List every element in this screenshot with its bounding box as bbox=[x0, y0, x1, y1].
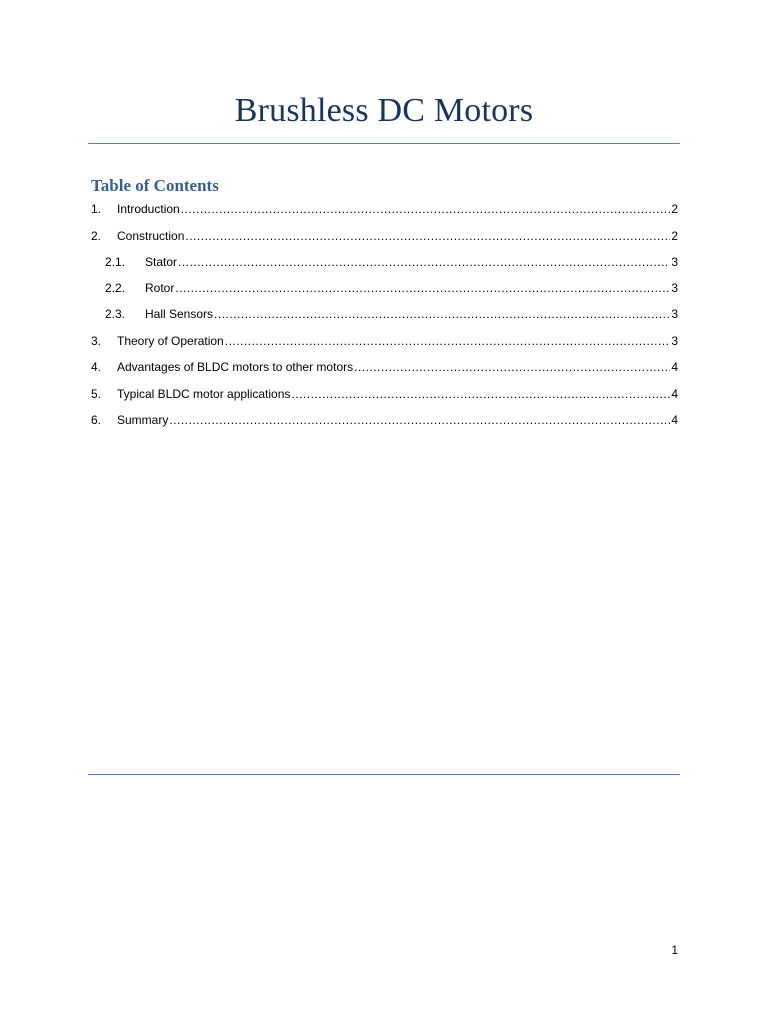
toc-entry-page: 3 bbox=[671, 255, 678, 269]
toc-entry-number: 2.2. bbox=[105, 281, 126, 295]
toc-entry-page: 4 bbox=[671, 413, 678, 427]
toc-leader-dots bbox=[178, 254, 670, 270]
toc-entry-label: Theory of Operation bbox=[117, 334, 224, 348]
toc-entry-label: Summary bbox=[117, 413, 169, 427]
page-number: 1 bbox=[671, 943, 678, 957]
toc-entry-page: 3 bbox=[671, 334, 678, 348]
toc-entry-number: 4. bbox=[91, 360, 102, 374]
toc-leader-dots bbox=[291, 386, 670, 402]
toc-leader-dots bbox=[169, 412, 670, 428]
toc-entry-page: 2 bbox=[671, 202, 678, 216]
toc-entry-construction[interactable] bbox=[91, 228, 678, 244]
toc-entry-page: 4 bbox=[671, 360, 678, 374]
toc-leader-dots bbox=[185, 228, 670, 244]
toc-entry-number: 5. bbox=[91, 387, 102, 401]
toc-entry-label: Rotor bbox=[145, 281, 175, 295]
toc-entry-label: Construction bbox=[117, 229, 185, 243]
toc-entry-advantages[interactable] bbox=[91, 359, 678, 375]
toc-leader-dots bbox=[354, 359, 670, 375]
toc-entry-label: Stator bbox=[145, 255, 178, 269]
toc-entry-number: 1. bbox=[91, 202, 102, 216]
toc-leader-dots bbox=[225, 333, 671, 349]
toc-heading: Table of Contents bbox=[91, 176, 219, 195]
toc-entry-number: 3. bbox=[91, 334, 102, 348]
toc-entry-hall-sensors[interactable] bbox=[105, 306, 678, 322]
toc-leader-dots bbox=[214, 306, 670, 322]
toc-entry-label: Typical BLDC motor applications bbox=[117, 387, 291, 401]
toc-entry-label: Hall Sensors bbox=[145, 307, 214, 321]
section-divider bbox=[88, 774, 680, 775]
toc-entry-page: 2 bbox=[671, 229, 678, 243]
toc-entry-summary[interactable] bbox=[91, 412, 678, 428]
toc-entry-number: 6. bbox=[91, 413, 102, 427]
toc-entry-page: 4 bbox=[671, 387, 678, 401]
toc-entry-page: 3 bbox=[671, 281, 678, 295]
toc-entry-theory-of-operation[interactable] bbox=[91, 333, 678, 349]
document-title: Brushless DC Motors bbox=[234, 92, 534, 129]
toc-leader-dots bbox=[181, 201, 671, 217]
toc-entry-introduction[interactable] bbox=[91, 201, 678, 217]
title-underline bbox=[88, 143, 680, 144]
toc-entry-number: 2. bbox=[91, 229, 102, 243]
toc-entry-label: Advantages of BLDC motors to other motors bbox=[117, 360, 354, 374]
toc-entry-number: 2.1. bbox=[105, 255, 126, 269]
toc-entry-stator[interactable] bbox=[105, 254, 678, 270]
toc-leader-dots bbox=[175, 280, 670, 296]
toc-entry-label: Introduction bbox=[117, 202, 180, 216]
toc-entry-applications[interactable] bbox=[91, 386, 678, 402]
toc-entry-number: 2.3. bbox=[105, 307, 126, 321]
toc-entry-rotor[interactable] bbox=[105, 280, 678, 296]
toc-entry-page: 3 bbox=[671, 307, 678, 321]
